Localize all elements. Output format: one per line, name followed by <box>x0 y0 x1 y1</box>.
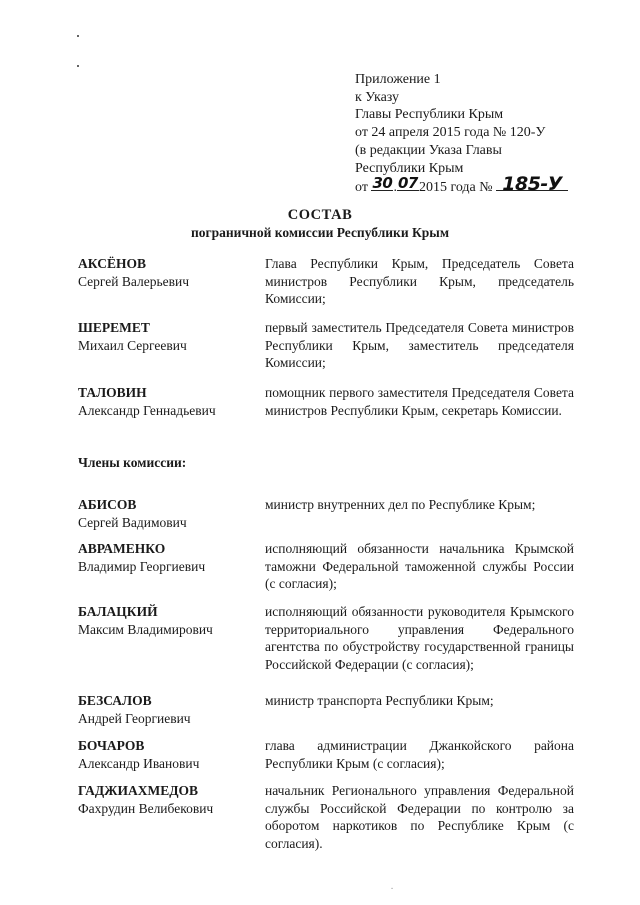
appendix-line: к Указу <box>355 89 400 105</box>
date-year-text: 2015 года № <box>418 180 493 196</box>
document-title-block <box>0 206 640 242</box>
member-given-name: Сергей Валерьевич <box>78 273 189 289</box>
member-given-name: Андрей Георгиевич <box>78 710 191 726</box>
member-surname: АКСЁНОВ <box>78 256 146 271</box>
member-surname: БОЧАРОВ <box>78 738 145 753</box>
page-marker-icon: · <box>390 884 394 895</box>
member-surname: АБИСОВ <box>78 497 137 512</box>
appendix-line: Главы Республики Крым <box>355 107 504 123</box>
member-role: помощник первого заместителя Председателя Совета министров Республики Крым, секретарь Комиссии. <box>265 385 574 418</box>
member-name <box>78 255 253 290</box>
member-surname: БАЛАЦКИЙ <box>78 604 158 619</box>
member-name <box>78 692 253 727</box>
member-role: Глава Республики Крым, Председатель Совета министров Республики Крым, председатель Комиссии; <box>265 256 574 306</box>
member-name <box>78 737 253 772</box>
member-surname: АВРАМЕНКО <box>78 541 166 556</box>
appendix-line: от 24 апреля 2015 года № 120-У <box>355 125 546 141</box>
handwritten-day: 30 <box>372 173 393 192</box>
date-prefix: от <box>355 180 368 196</box>
member-given-name: Максим Владимирович <box>78 621 213 637</box>
member-given-name: Фахрудин Велибекович <box>78 800 214 816</box>
member-name <box>78 319 253 354</box>
appendix-line: (в редакции Указа Главы <box>355 142 502 158</box>
member-role: исполняющий обязанности руководителя Крымского территориального управления Федерального агентства по обустройству государственной границы Российской Федерации (с согласия); <box>265 604 574 672</box>
member-surname: БЕЗСАЛОВ <box>78 693 152 708</box>
member-name <box>78 384 253 419</box>
scan-speck <box>77 65 79 67</box>
handwritten-decree-number: 185-У <box>502 172 562 195</box>
member-role: исполняющий обязанности начальника Крымской таможни Федеральной таможенной службы России (с согласия); <box>265 541 574 591</box>
scan-speck <box>77 35 79 37</box>
appendix-date-line: от 30 . 07 2015 года № 185-У <box>355 177 620 197</box>
appendix-header <box>355 71 620 197</box>
members-heading: Члены комиссии: <box>78 455 187 470</box>
member-given-name: Александр Геннадьевич <box>78 402 216 418</box>
document-title: СОСТАВ <box>287 207 353 223</box>
member-given-name: Александр Иванович <box>78 755 200 771</box>
member-role: министр внутренних дел по Республике Крым; <box>265 497 536 512</box>
handwritten-month: 07 <box>398 173 418 192</box>
member-name <box>78 603 253 638</box>
member-role: глава администрации Джанкойского района Республики Крым (с согласия); <box>265 738 574 771</box>
decree-number-field <box>496 172 568 195</box>
member-given-name: Сергей Вадимович <box>78 514 187 530</box>
member-name <box>78 782 253 817</box>
date-month-field <box>397 173 419 192</box>
member-surname: ШЕРЕМЕТ <box>78 320 150 335</box>
appendix-line: Республики Крым <box>355 160 464 176</box>
member-role: министр транспорта Республики Крым; <box>265 693 494 708</box>
member-role: начальник Регионального управления Федеральной службы Российской Федерации по контролю за оборотом наркотиков по Республике Крым (с согласия). <box>265 783 574 851</box>
member-given-name: Владимир Георгиевич <box>78 558 206 574</box>
member-role: первый заместитель Председателя Совета министров Республики Крым, заместитель председателя Комиссии; <box>265 320 574 370</box>
member-name <box>78 540 253 575</box>
appendix-line: Приложение 1 <box>355 72 441 87</box>
member-name <box>78 496 253 531</box>
member-given-name: Михаил Сергеевич <box>78 337 187 353</box>
date-day-field <box>371 173 393 192</box>
member-surname: ТАЛОВИН <box>78 385 147 400</box>
document-subtitle: пограничной комиссии Республики Крым <box>190 225 450 240</box>
member-surname: ГАДЖИАХМЕДОВ <box>78 783 199 798</box>
